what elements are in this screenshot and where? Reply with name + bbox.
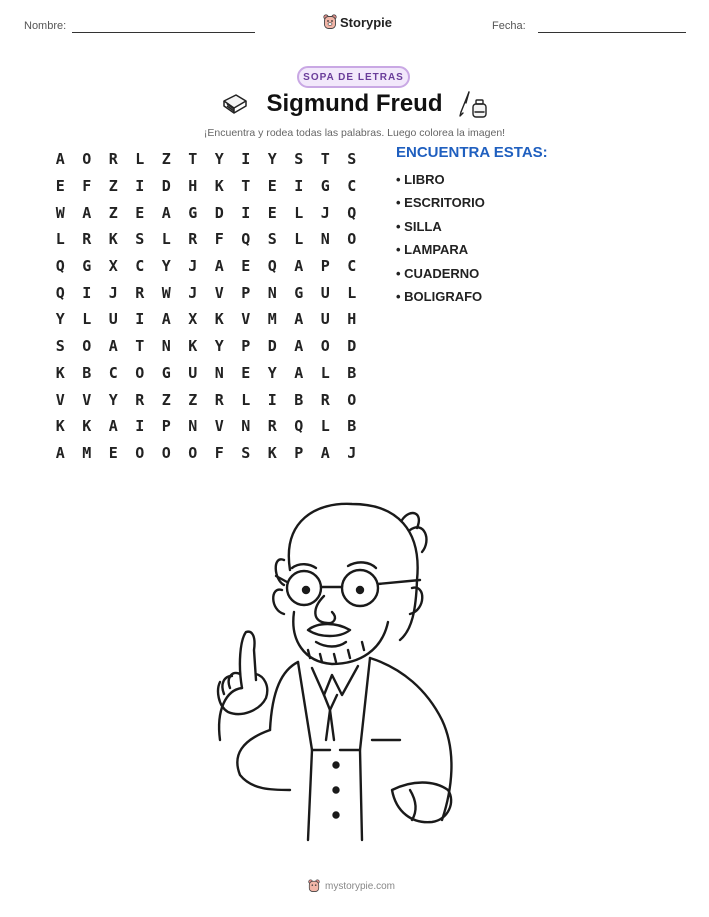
grid-cell: R <box>320 390 330 409</box>
bear-logo-icon <box>308 879 320 893</box>
grid-cell: Z <box>108 203 118 222</box>
grid-cell: A <box>294 337 304 356</box>
grid-cell: E <box>267 177 277 196</box>
grid-cell: U <box>320 283 330 302</box>
grid-cell: C <box>135 257 145 276</box>
grid-cell: K <box>188 337 198 356</box>
grid-cell: L <box>161 230 171 249</box>
grid-cell: Q <box>241 230 251 249</box>
grid-cell: Q <box>294 417 304 436</box>
grid-cell: N <box>320 230 330 249</box>
grid-cell: Q <box>347 203 357 222</box>
grid-cell: B <box>82 363 92 382</box>
grid-cell: O <box>161 443 171 462</box>
brand-logo <box>323 14 392 30</box>
grid-cell: F <box>82 177 92 196</box>
grid-cell: L <box>135 150 145 169</box>
footer-url: mystorypie.com <box>325 880 396 892</box>
grid-cell: K <box>82 417 92 436</box>
grid-cell: Q <box>267 257 277 276</box>
grid-cell: O <box>347 230 357 249</box>
grid-cell: Y <box>55 310 65 329</box>
date-label: Fecha: <box>492 20 526 32</box>
grid-cell: N <box>188 417 198 436</box>
grid-cell: A <box>294 310 304 329</box>
grid-cell: C <box>108 363 118 382</box>
grid-cell: N <box>161 337 171 356</box>
grid-cell: H <box>188 177 198 196</box>
grid-cell: R <box>135 390 145 409</box>
grid-cell: U <box>188 363 198 382</box>
grid-cell: A <box>108 337 118 356</box>
grid-cell: L <box>294 230 304 249</box>
grid-cell: Q <box>55 257 65 276</box>
pen-and-inkwell-icon <box>455 90 489 120</box>
word-item: • SILLA <box>396 218 442 234</box>
grid-cell: A <box>320 443 330 462</box>
grid-cell: I <box>241 150 251 169</box>
grid-cell: O <box>188 443 198 462</box>
grid-cell: F <box>214 230 224 249</box>
name-line <box>72 32 255 33</box>
page-title: Sigmund Freud <box>266 90 443 117</box>
grid-cell: O <box>347 390 357 409</box>
grid-cell: E <box>55 177 65 196</box>
grid-cell: T <box>320 150 330 169</box>
grid-cell: V <box>214 283 224 302</box>
grid-cell: O <box>320 337 330 356</box>
word-item: • ESCRITORIO <box>396 195 485 211</box>
grid-cell: V <box>241 310 251 329</box>
grid-cell: U <box>108 310 118 329</box>
grid-cell: C <box>347 177 357 196</box>
grid-cell: T <box>241 177 251 196</box>
grid-cell: A <box>55 443 65 462</box>
grid-cell: L <box>241 390 251 409</box>
instructions: ¡Encuentra y rodea todas las palabras. Luego colorea la imagen! <box>203 127 506 139</box>
name-label: Nombre: <box>24 20 67 32</box>
grid-cell: W <box>55 203 65 222</box>
grid-cell: Z <box>161 390 171 409</box>
grid-cell: O <box>135 363 145 382</box>
grid-cell: A <box>161 310 171 329</box>
grid-cell: E <box>241 363 251 382</box>
grid-cell: O <box>82 337 92 356</box>
grid-cell: P <box>241 337 251 356</box>
word-item: • BOLIGRAFO <box>396 288 483 304</box>
word-search-grid <box>47 146 365 466</box>
grid-cell: Z <box>161 150 171 169</box>
grid-cell: S <box>347 150 357 169</box>
grid-cell: L <box>294 203 304 222</box>
grid-cell: A <box>161 203 171 222</box>
grid-cell: R <box>82 230 92 249</box>
grid-cell: N <box>241 417 251 436</box>
grid-cell: O <box>82 150 92 169</box>
grid-cell: H <box>347 310 357 329</box>
grid-cell: C <box>347 257 357 276</box>
grid-cell: G <box>82 257 92 276</box>
grid-cell: I <box>267 390 277 409</box>
grid-cell: B <box>294 390 304 409</box>
word-item: • CUADERNO <box>396 265 480 281</box>
word-list-title: ENCUENTRA ESTAS: <box>396 144 548 161</box>
grid-cell: L <box>320 417 330 436</box>
section-badge: SOPA DE LETRAS <box>297 66 410 88</box>
grid-cell: I <box>294 177 304 196</box>
grid-cell: P <box>161 417 171 436</box>
grid-cell: V <box>55 390 65 409</box>
grid-cell: A <box>214 257 224 276</box>
word-item: • LAMPARA <box>396 242 469 258</box>
grid-cell: R <box>135 283 145 302</box>
footer <box>308 879 395 893</box>
grid-cell: B <box>347 417 357 436</box>
grid-cell: U <box>320 310 330 329</box>
grid-cell: V <box>214 417 224 436</box>
grid-cell: K <box>214 177 224 196</box>
grid-cell: E <box>108 443 118 462</box>
word-list <box>396 170 485 310</box>
grid-cell: S <box>267 230 277 249</box>
grid-cell: S <box>294 150 304 169</box>
grid-cell: N <box>267 283 277 302</box>
grid-cell: L <box>82 310 92 329</box>
grid-cell: Y <box>161 257 171 276</box>
grid-cell: A <box>82 203 92 222</box>
grid-cell: E <box>267 203 277 222</box>
grid-cell: F <box>214 443 224 462</box>
grid-cell: K <box>108 230 118 249</box>
grid-cell: G <box>294 283 304 302</box>
grid-cell: Y <box>214 150 224 169</box>
grid-cell: R <box>267 417 277 436</box>
grid-cell: A <box>108 417 118 436</box>
date-line <box>538 32 686 33</box>
grid-cell: O <box>135 443 145 462</box>
grid-cell: I <box>135 177 145 196</box>
grid-cell: K <box>55 417 65 436</box>
grid-cell: S <box>241 443 251 462</box>
grid-cell: A <box>294 257 304 276</box>
grid-cell: K <box>267 443 277 462</box>
grid-cell: R <box>188 230 198 249</box>
grid-cell: S <box>55 337 65 356</box>
grid-cell: P <box>241 283 251 302</box>
grid-cell: G <box>188 203 198 222</box>
grid-cell: A <box>294 363 304 382</box>
grid-cell: L <box>55 230 65 249</box>
grid-cell: M <box>82 443 92 462</box>
grid-cell: Y <box>267 363 277 382</box>
grid-cell: P <box>294 443 304 462</box>
brand-name: Storypie <box>340 14 393 30</box>
grid-cell: I <box>135 310 145 329</box>
grid-cell: A <box>55 150 65 169</box>
grid-cell: D <box>267 337 277 356</box>
grid-cell: J <box>188 283 198 302</box>
grid-cell: V <box>82 390 92 409</box>
word-item: • LIBRO <box>396 172 445 187</box>
grid-cell: T <box>188 150 198 169</box>
grid-cell: D <box>347 337 357 356</box>
sigmund-freud-illustration <box>212 490 497 855</box>
grid-cell: Y <box>108 390 118 409</box>
grid-cell: T <box>135 337 145 356</box>
grid-cell: J <box>347 443 357 462</box>
grid-cell: Q <box>55 283 65 302</box>
grid-cell: Z <box>108 177 118 196</box>
grid-cell: E <box>135 203 145 222</box>
grid-cell: D <box>214 203 224 222</box>
grid-cell: P <box>320 257 330 276</box>
grid-cell: M <box>267 310 277 329</box>
grid-cell: I <box>241 203 251 222</box>
grid-cell: R <box>214 390 224 409</box>
grid-cell: J <box>320 203 330 222</box>
grid-cell: X <box>188 310 198 329</box>
grid-cell: J <box>188 257 198 276</box>
grid-cell: B <box>347 363 357 382</box>
grid-cell: K <box>214 310 224 329</box>
grid-cell: I <box>82 283 92 302</box>
grid-cell: D <box>161 177 171 196</box>
grid-cell: R <box>108 150 118 169</box>
grid-cell: E <box>241 257 251 276</box>
grid-cell: L <box>347 283 357 302</box>
grid-cell: G <box>161 363 171 382</box>
grid-cell: S <box>135 230 145 249</box>
grid-cell: N <box>214 363 224 382</box>
grid-cell: J <box>108 283 118 302</box>
bear-logo-icon <box>323 14 337 30</box>
grid-cell: I <box>135 417 145 436</box>
grid-cell: K <box>55 363 65 382</box>
grid-cell: W <box>161 283 171 302</box>
grid-cell: X <box>108 257 118 276</box>
grid-cell: Z <box>188 390 198 409</box>
grid-cell: G <box>320 177 330 196</box>
grid-cell: Y <box>214 337 224 356</box>
grid-cell: L <box>320 363 330 382</box>
grid-cell: Y <box>267 150 277 169</box>
